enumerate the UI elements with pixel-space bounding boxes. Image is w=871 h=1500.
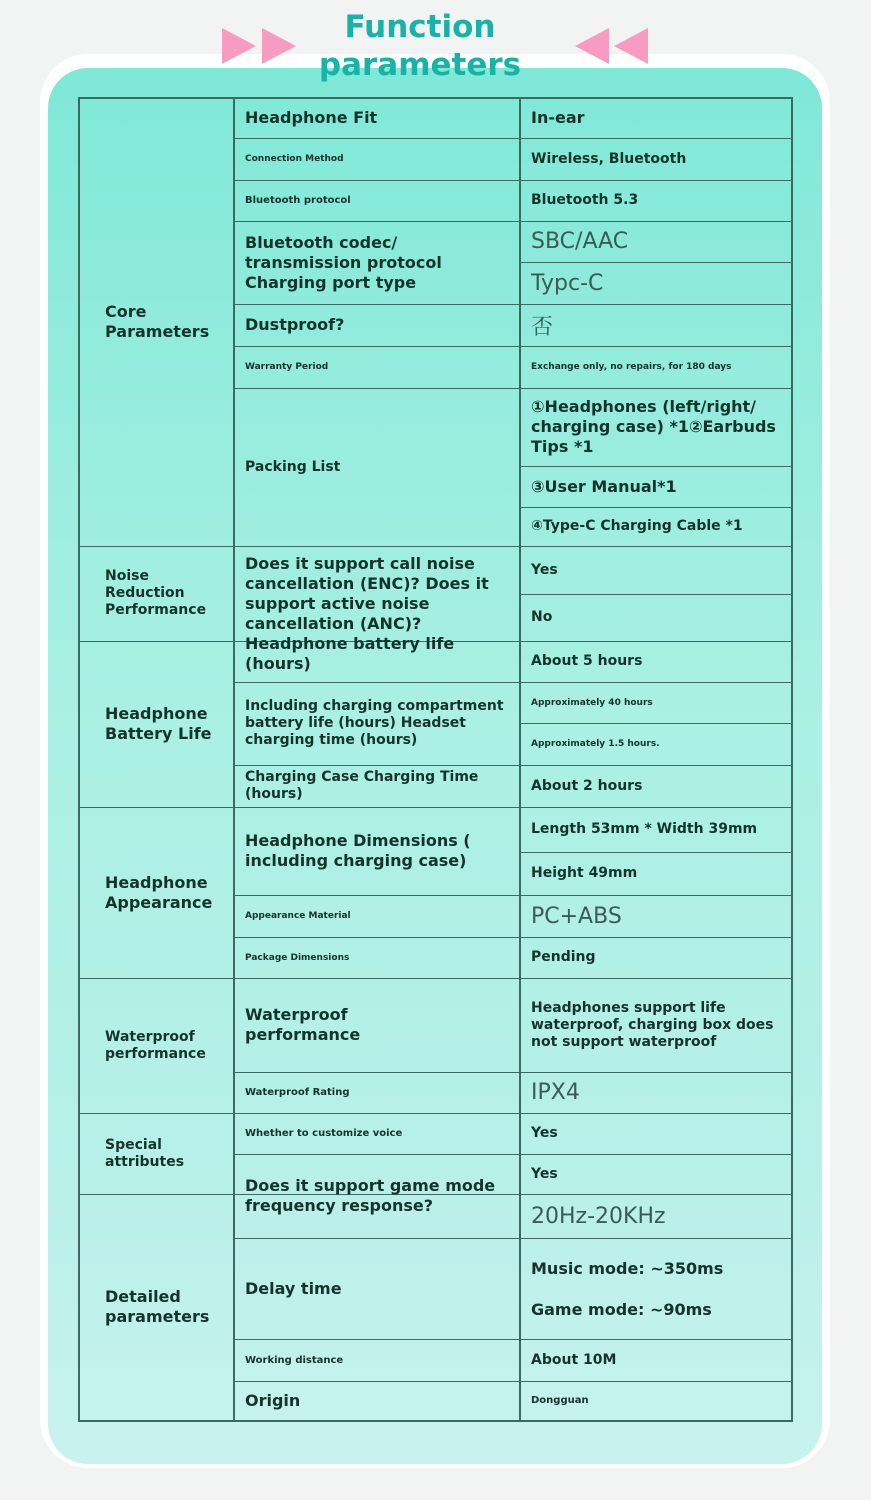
group-label: Detailed parameters — [105, 1287, 210, 1326]
value-dim-1: Length 53mm * Width 39mm — [531, 821, 758, 837]
value-packing-1: ①Headphones (left/right/ charging case) *1②Earbuds Tips *1 — [531, 397, 776, 456]
label-warranty: Warranty Period — [245, 362, 329, 372]
label-material: Appearance Material — [245, 911, 351, 921]
value-distance: About 10M — [531, 1351, 617, 1368]
label-distance: Working distance — [245, 1354, 344, 1366]
value-dustproof: 否 — [531, 314, 554, 340]
value-dim-2: Height 49mm — [531, 865, 638, 881]
value-waterproof: Headphones support life waterproof, charging box does not support waterproof — [531, 999, 774, 1050]
label-waterproof-rating: Waterproof Rating — [245, 1087, 350, 1098]
title-line-1: Function — [344, 9, 496, 45]
value-packing-3: ④Type-C Charging Cable *1 — [531, 518, 743, 534]
label-waterproof: Waterproof performance — [245, 1005, 361, 1044]
group-label: Waterproof performance — [105, 1028, 206, 1062]
group-label: Headphone Battery Life — [105, 704, 212, 743]
value-fit: In-ear — [531, 107, 585, 127]
value-game-mode: Yes — [531, 1165, 558, 1182]
group-label: Special attributes — [105, 1136, 185, 1170]
label-dimensions: Headphone Dimensions ( including charging case) — [245, 831, 471, 870]
page-title — [300, 8, 540, 84]
label-bt-protocol: Bluetooth protocol — [245, 195, 351, 206]
value-material: PC+ABS — [531, 903, 622, 929]
right-arrow-icon — [262, 28, 296, 64]
label-case-charging: Charging Case Charging Time (hours) — [245, 769, 479, 802]
left-arrow-icon — [614, 28, 648, 64]
value-connection: Wireless, Bluetooth — [531, 150, 687, 167]
label-codec-port: Bluetooth codec/ transmission protocol Charging port type — [245, 232, 442, 292]
value-enc: Yes — [531, 561, 558, 578]
value-origin: Dongguan — [531, 1395, 589, 1406]
label-game-mode: Does it support game mode frequency response? — [245, 1176, 496, 1215]
value-warranty: Exchange only, no repairs, for 180 days — [531, 362, 732, 372]
value-bt-protocol: Bluetooth 5.3 — [531, 192, 639, 208]
value-packing-2: ③User Manual*1 — [531, 476, 677, 496]
left-arrow-icon — [575, 28, 609, 64]
value-port: Typc-C — [531, 270, 604, 296]
label-packing: Packing List — [245, 458, 341, 475]
label-fit: Headphone Fit — [245, 107, 378, 127]
table-border-bottom — [78, 1420, 793, 1422]
value-delay-game: Game mode: ~90ms — [531, 1299, 712, 1319]
label-origin: Origin — [245, 1390, 301, 1410]
label-custom-voice: Whether to customize voice — [245, 1128, 403, 1139]
right-arrow-icon — [222, 28, 256, 64]
value-anc: No — [531, 609, 553, 625]
value-case-charging: About 2 hours — [531, 777, 643, 794]
value-waterproof-rating: IPX4 — [531, 1080, 580, 1105]
label-connection: Connection Method — [245, 154, 344, 164]
value-custom-voice: Yes — [531, 1125, 558, 1141]
group-label: Noise Reduction Performance — [105, 568, 207, 618]
label-delay: Delay time — [245, 1278, 342, 1298]
value-charge-time: Approximately 1.5 hours. — [531, 739, 660, 749]
value-package-dim: Pending — [531, 949, 596, 965]
label-dustproof: Dustproof? — [245, 315, 345, 334]
title-line-2: parameters — [318, 47, 522, 83]
value-delay-music: Music mode: ~350ms — [531, 1259, 724, 1278]
value-battery: About 5 hours — [531, 653, 643, 669]
value-codec: SBC/AAC — [531, 229, 629, 254]
label-noise-battery: Does it support call noise cancellation (ENC)? Does it support active noise cancellation (ANC)? Headphone battery life (hours) — [245, 554, 489, 673]
value-freq: 20Hz-20KHz — [531, 1203, 666, 1229]
label-case-battery: Including charging compartment battery life (hours) Headset charging time (hours) — [245, 698, 504, 748]
label-package-dim: Package Dimensions — [245, 952, 350, 963]
group-label: Headphone Appearance — [105, 872, 213, 912]
value-case-battery: Approximately 40 hours — [531, 697, 653, 708]
group-label: Core Parameters — [105, 301, 210, 341]
